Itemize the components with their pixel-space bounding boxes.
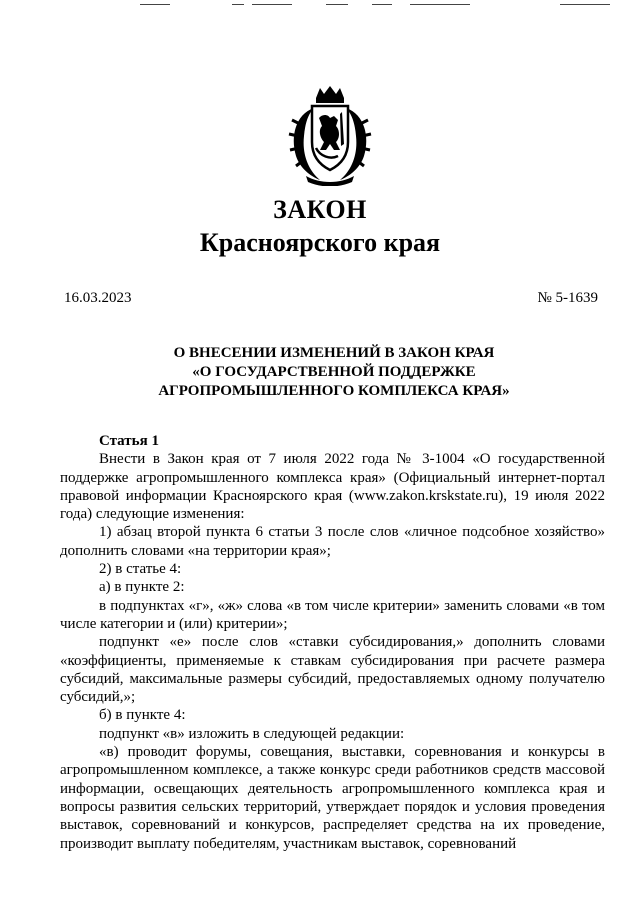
body-paragraph: 1) абзац второй пункта 6 статьи 3 после слов «личное подсобное хозяйство» дополнить словами «на территории края»; bbox=[60, 524, 605, 559]
body-paragraph: Внести в Закон края от 7 июля 2022 года № 3-1004 «О государственной поддержке агропромышленного комплекса края» (Официальный интернет-портал правовой информации Красноярского края (www.zakon.krskstate.ru), 19 июля 2022 года) следующие изменения: bbox=[60, 451, 605, 523]
document-title: ЗАКОН bbox=[273, 195, 367, 224]
body-paragraph: в подпунктах «г», «ж» слова «в том числе критерии» заменить словами «в том числе категории и (или) критерии»; bbox=[60, 597, 605, 632]
document-subtitle: Красноярского края bbox=[199, 228, 441, 257]
law-title bbox=[60, 344, 608, 401]
body-paragraph: подпункт «е» после слов «ставки субсидирования,» дополнить словами «коэффициенты, применяемые к ставкам субсидирования при расчете размера субсидий, максимальные размеры субсидий, предоставляемых одному получателю субсидий,»; bbox=[60, 634, 605, 706]
law-title-line: АГРОПРОМЫШЛЕННОГО КОМПЛЕКСА КРАЯ» bbox=[158, 383, 510, 399]
law-date: 16.03.2023 bbox=[64, 290, 132, 306]
body-paragraph: подпункт «в» изложить в следующей редакции: bbox=[99, 725, 405, 742]
law-title-line: «О ГОСУДАРСТВЕННОЙ ПОДДЕРЖКЕ bbox=[192, 364, 476, 380]
scan-top-marks bbox=[0, 0, 640, 12]
law-number: № 5-1639 bbox=[537, 290, 598, 306]
body-paragraph: 2) в статье 4: bbox=[99, 561, 182, 578]
body-paragraph: «в) проводит форумы, совещания, выставки, соревнования и конкурсы в агропромышленном комплексе, а также конкурс среди работников средств массовой информации, освещающих деятельность агропромышленного комплекса края и вопросы развития сельских территорий, утверждает порядок и условия проведения выставок, соревнований и конкурсов, распределяет средства на их проведение, производит выплату победителям, участникам выставок, соревнований bbox=[60, 744, 605, 852]
article-heading: Статья 1 bbox=[99, 433, 159, 449]
coat-of-arms-icon bbox=[286, 84, 374, 186]
body-paragraph: б) в пункте 4: bbox=[99, 707, 186, 724]
body-paragraph: а) в пункте 2: bbox=[99, 579, 185, 596]
law-body bbox=[60, 432, 605, 853]
law-title-line: О ВНЕСЕНИИ ИЗМЕНЕНИЙ В ЗАКОН КРАЯ bbox=[173, 345, 495, 361]
